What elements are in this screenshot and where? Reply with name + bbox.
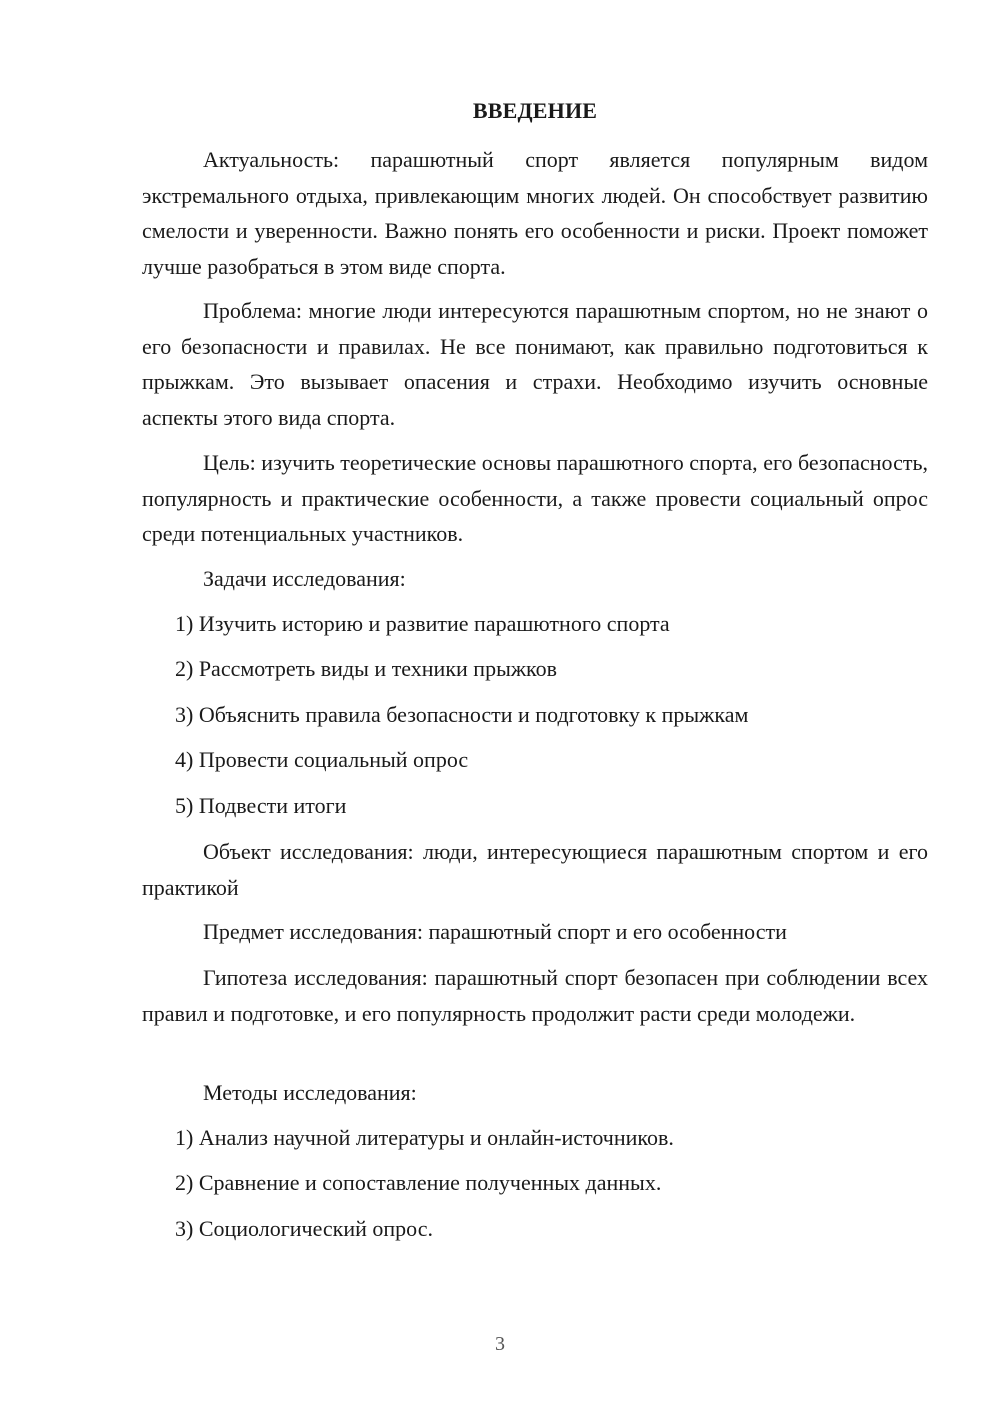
goal-paragraph: Цель: изучить теоретические основы парашютного спорта, его безопасность, популярность и практические особенности, а также провести социальный опрос среди потенциальных участников. [142,450,928,546]
object-paragraph: Объект исследования: люди, интересующиеся парашютным спортом и его практикой [142,839,928,900]
page-title: ВВЕДЕНИЕ [472,98,598,123]
page-number: 3 [495,1333,505,1355]
task-list-item: 2) Рассмотреть виды и техники прыжков [175,656,558,681]
method-list-item: 3) Социологический опрос. [175,1216,433,1241]
methods-heading: Методы исследования: [203,1080,417,1105]
method-list-item: 2) Сравнение и сопоставление полученных данных. [175,1170,662,1195]
task-list-item: 5) Подвести итоги [175,793,347,818]
relevance-paragraph: Актуальность: парашютный спорт является популярным видом экстремального отдыха, привлекающим многих людей. Он способствует развитию смелости и уверенности. Важно понять его особенности и риски. Проект поможет лучше разобраться в этом виде спорта. [142,147,928,279]
subject-paragraph: Предмет исследования: парашютный спорт и его особенности [203,919,787,944]
task-list-item: 1) Изучить историю и развитие парашютного спорта [175,611,670,636]
task-list-item: 3) Объяснить правила безопасности и подготовку к прыжкам [175,702,749,727]
method-list-item: 1) Анализ научной литературы и онлайн-источников. [175,1125,674,1150]
task-list-item: 4) Провести социальный опрос [175,747,469,772]
tasks-heading: Задачи исследования: [203,566,406,591]
problem-paragraph: Проблема: многие люди интересуются парашютным спортом, но не знают о его безопасности и правилах. Не все понимают, как правильно подготовиться к прыжкам. Это вызывает опасения и страхи. Необходимо изучить основные аспекты этого вида спорта. [142,298,928,430]
hypothesis-paragraph: Гипотеза исследования: парашютный спорт безопасен при соблюдении всех правил и подготовке, и его популярность продолжит расти среди молодежи. [142,965,928,1026]
